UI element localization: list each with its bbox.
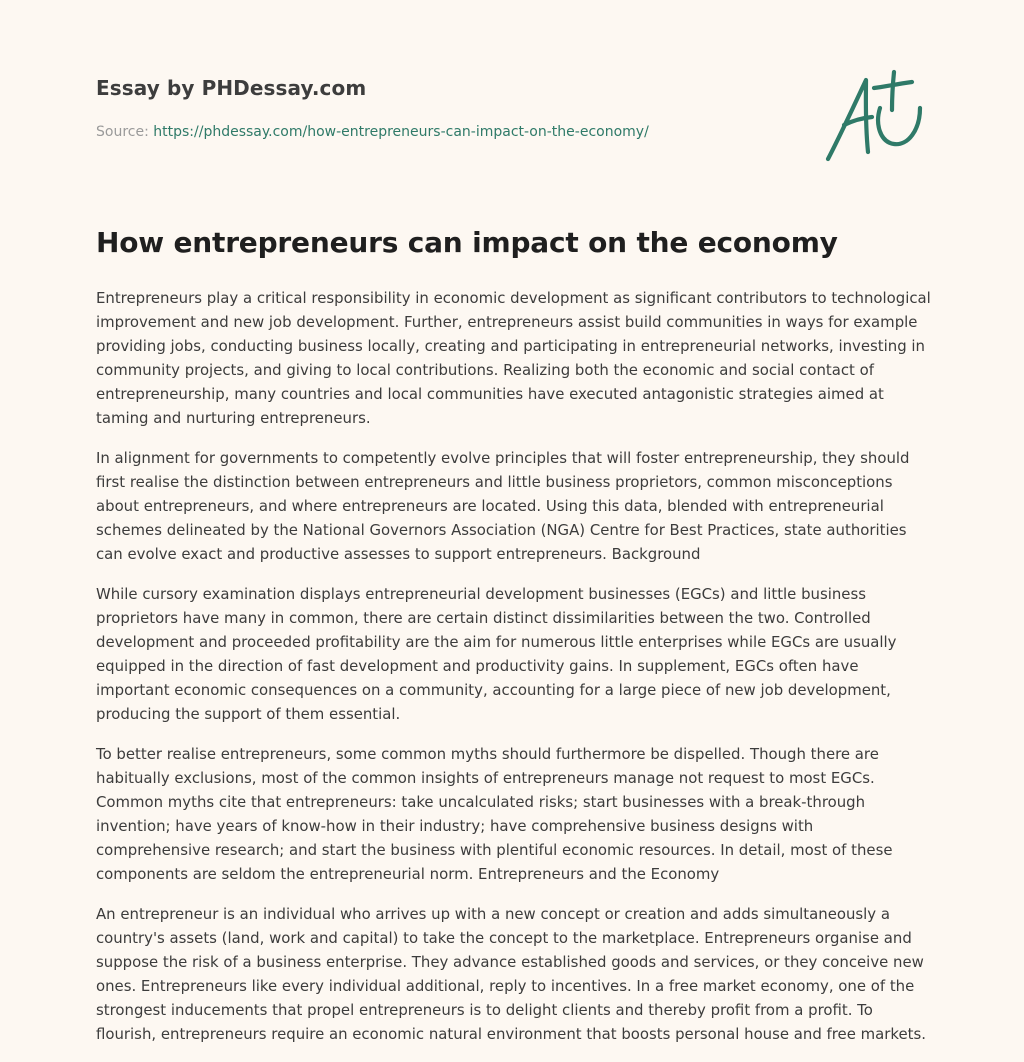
paragraph: To better realise entrepreneurs, some common myths should furthermore be dispelled. Though there are habitually exclusions, most of the common insights of entrepreneurs manage not request to most EGCs. Common myths cite that entrepreneurs: take uncalculated risks; start businesses with a break-through invention; have years of know-how in their industry; have comprehensive business designs with comprehensive research; and start the business with plentiful economic resources. In detail, most of these components are seldom the entrepreneurial norm. Entrepreneurs and the Economy xyxy=(96,745,893,883)
site-brand: Essay by PHDessay.com xyxy=(96,76,367,100)
source-label: Source: xyxy=(96,124,154,140)
essay-title: How entrepreneurs can impact on the economy xyxy=(96,226,838,259)
source-line xyxy=(96,124,649,140)
page-header xyxy=(96,76,796,140)
source-link[interactable]: https://phdessay.com/how-entrepreneurs-can-impact-on-the-economy/ xyxy=(153,124,649,140)
essay-body xyxy=(96,286,932,1062)
paragraph: An entrepreneur is an individual who arrives up with a new concept or creation and adds simultaneously a country's assets (land, work and capital) to take the concept to the marketplace. Entrepreneurs organise and suppose the risk of a business enterprise. They advance established goods and services, or they conceive new ones. Entrepreneurs like every individual additional, reply to incentives. In a free market economy, one of the strongest inducements that propel entrepreneurs is to delight clients and thereby profit from a profit. To flourish, entrepreneurs require an economic natural environment that boosts personal house and free markets. xyxy=(96,905,926,1043)
paragraph: Entrepreneurs play a critical responsibility in economic development as significant contributors to technological improvement and new job development. Further, entrepreneurs assist build communities in ways for example providing jobs, conducting business locally, creating and participating in entrepreneurial networks, investing in community projects, and giving to local contributions. Realizing both the economic and social contact of entrepreneurship, many countries and local communities have executed antagonistic strategies aimed at taming and nurturing entrepreneurs. xyxy=(96,289,931,427)
paragraph: In alignment for governments to competently evolve principles that will foster entrepreneurship, they should first realise the distinction between entrepreneurs and little business proprietors, common misconceptions about entrepreneurs, and where entrepreneurs are located. Using this data, blended with entrepreneurial schemes delineated by the National Governors Association (NGA) Centre for Best Practices, state authorities can evolve exact and productive assesses to support entrepreneurs. Background xyxy=(96,449,910,563)
paragraph: While cursory examination displays entrepreneurial development businesses (EGCs) and little business proprietors have many in common, there are certain distinct dissimilarities between the two. Controlled development and proceeded profitability are the aim for numerous little enterprises while EGCs are usually equipped in the direction of fast development and productivity gains. In supplement, EGCs often have important economic consequences on a community, accounting for a large piece of new job development, producing the support of them essential. xyxy=(96,585,897,723)
a-plus-logo-icon xyxy=(822,66,932,166)
